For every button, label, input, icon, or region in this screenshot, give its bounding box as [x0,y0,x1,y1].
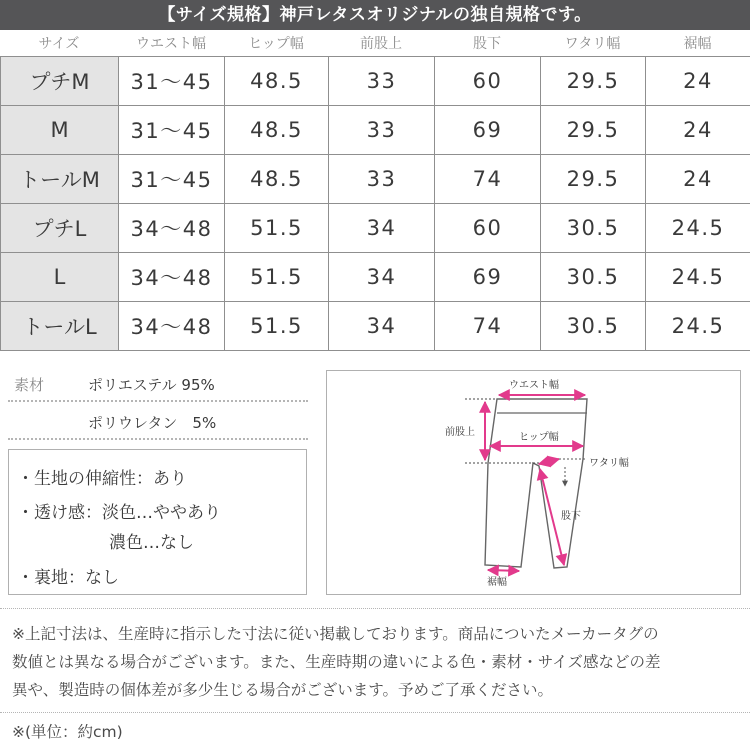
header-hip: ヒップ幅 [248,36,304,52]
size-value-cell: 30.5 [541,204,646,253]
divider [8,400,308,402]
inseam-label: 股下 [561,511,581,522]
table-row [1,57,750,106]
rise-label: 前股上 [445,427,475,438]
size-value-cell: 24 [646,57,750,106]
size-value-cell: 74 [435,155,541,204]
size-value-cell: 33 [329,106,435,155]
fabric-properties-box [8,449,307,595]
size-value-cell: 31〜45 [119,57,225,106]
size-name-cell: L [1,253,119,302]
pants-diagram [327,371,740,594]
table-row [1,302,750,351]
thigh-label: ワタリ幅 [589,458,629,469]
size-value-cell: 48.5 [225,57,329,106]
size-value-cell: 48.5 [225,155,329,204]
size-value-cell: 74 [435,302,541,351]
material-label: 素材 [14,376,45,394]
size-value-cell: 33 [329,155,435,204]
size-value-cell: 29.5 [541,155,646,204]
disclaimer-line: 数値とは異なる場合がございます。また、生産時期の違いによる色・素材・サイズ感などの差 [12,653,661,671]
size-name-cell: トールM [1,155,119,204]
size-value-cell: 60 [435,204,541,253]
size-value-cell: 34〜48 [119,253,225,302]
size-value-cell: 34 [329,302,435,351]
size-value-cell: 34〜48 [119,302,225,351]
hem-label: 裾幅 [487,577,507,588]
stretch-property: ・生地の伸縮性：あり [17,469,187,489]
header-inseam: 股下 [473,36,501,52]
size-name-cell: プチM [1,57,119,106]
size-value-cell: 24 [646,106,750,155]
size-value-cell: 69 [435,253,541,302]
size-value-cell: 31〜45 [119,155,225,204]
table-row [1,155,750,204]
size-value-cell: 69 [435,106,541,155]
size-value-cell: 24 [646,155,750,204]
material-polyurethane: ポリウレタン 5% [88,414,217,432]
size-value-cell: 60 [435,57,541,106]
size-value-cell: 33 [329,57,435,106]
table-row [1,106,750,155]
size-value-cell: 31〜45 [119,106,225,155]
disclaimer-line: 異や、製造時の個体差が多少生じる場合がございます。予めご了承ください。 [12,681,553,699]
header-waist: ウエスト幅 [136,36,206,52]
size-value-cell: 29.5 [541,57,646,106]
size-value-cell: 51.5 [225,253,329,302]
hip-label: ヒップ幅 [519,432,559,443]
table-row [1,253,750,302]
size-table-header [0,33,750,55]
waist-label: ウエスト幅 [509,380,559,391]
size-value-cell: 34 [329,253,435,302]
table-row [1,204,750,253]
size-name-cell: トールL [1,302,119,351]
size-value-cell: 30.5 [541,302,646,351]
size-value-cell: 24.5 [646,253,750,302]
lining-property: ・裏地：なし [17,568,119,588]
size-table [0,56,750,351]
measurement-diagram [326,370,741,595]
size-value-cell: 34 [329,204,435,253]
header-size: サイズ [38,36,80,52]
sheerness-property: ・透け感：淡色…ややあり [17,503,221,523]
divider [8,438,308,440]
size-value-cell: 30.5 [541,253,646,302]
header-front-rise: 前股上 [360,36,402,52]
header-hem: 裾幅 [683,36,712,52]
size-value-cell: 34〜48 [119,204,225,253]
size-value-cell: 51.5 [225,302,329,351]
size-value-cell: 51.5 [225,204,329,253]
pants-outline [485,399,587,568]
size-spec-banner: 【サイズ規格】神戸レタスオリジナルの独自規格です。 [0,0,750,30]
size-value-cell: 29.5 [541,106,646,155]
size-disclaimer [12,620,747,704]
unit-note: ※(単位：約cm) [12,723,123,741]
size-value-cell: 24.5 [646,302,750,351]
divider [0,712,750,713]
disclaimer-line: ※上記寸法は、生産時に指示した寸法に従い掲載しております。商品についたメーカータグの [12,625,659,643]
divider [0,608,750,609]
size-name-cell: M [1,106,119,155]
hem-arrow [488,570,519,571]
header-thigh: ワタリ幅 [564,36,621,52]
sheerness-dark: 濃色…なし [109,533,194,553]
size-value-cell: 48.5 [225,106,329,155]
size-name-cell: プチL [1,204,119,253]
size-value-cell: 24.5 [646,204,750,253]
material-polyester: ポリエステル 95% [88,376,215,394]
